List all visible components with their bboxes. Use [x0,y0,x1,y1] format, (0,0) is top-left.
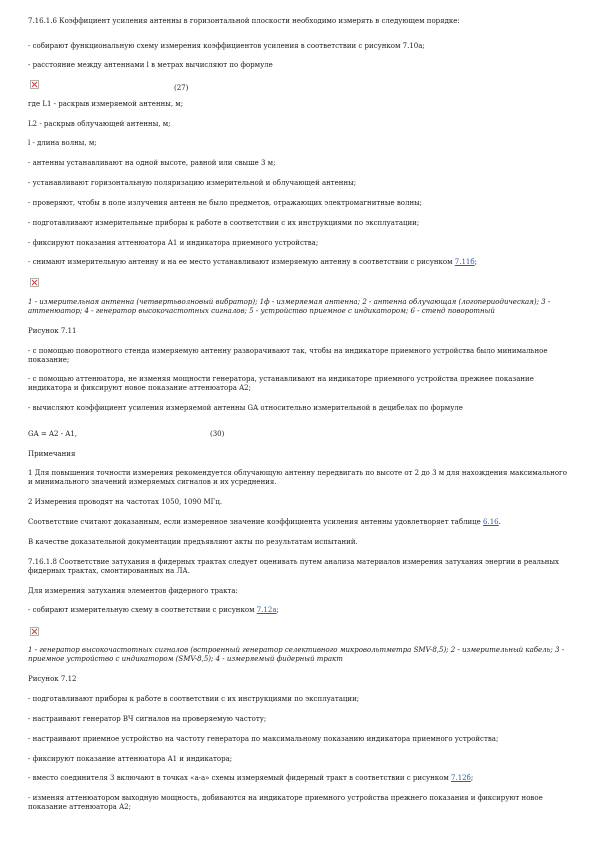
link-figure-7-11b[interactable]: 7.11б [454,258,475,266]
list-item-record-a1: - фиксируют показания аттенюатора A1 и индикатора приемного устройства; [28,239,319,247]
link-figure-7-12b[interactable]: 7.12б [451,774,471,782]
definition-l2: L2 - раскрыв облучающей антенны, м; [28,120,171,128]
figure-7-12-label: Рисунок 7.12 [28,675,77,683]
list-item-connect-feeder: - вместо соединителя 3 включают в точках «а-а» схемы измеряемый фидерный тракт в соответствии с рисунком 7.12б; [28,774,474,782]
equation-number-30: (30) [210,430,225,438]
list-item-tune-generator: - настраивают генератор ВЧ сигналов на проверяемую частоту; [28,715,267,723]
list-item-assemble-feeder-scheme: - собирают измерительную схему в соответствии с рисунком 7.12а; [28,606,279,614]
link-table-6-16[interactable]: 6.16 [483,518,499,526]
equation-30: GA = A2 - A1, [28,430,78,438]
definition-l1: где L1 - раскрыв измеряемой антенны, м; [28,100,184,108]
paragraph-feeder-measurement: Для измерения затухания элементов фидерного тракта: [28,587,238,595]
list-item-adjust-attenuator: - изменяя аттенюатором выходную мощность, добиваются на индикаторе приемного устройства прежнего показания и фиксируют новое показание аттенюатора A2; [28,794,543,811]
broken-image-icon [30,627,39,636]
broken-image-icon [30,278,39,287]
list-item-prepare-devices: - подготавливают приборы к работе в соответствии с их инструкциями по эксплуатации; [28,695,360,703]
list-item-replace-antenna: - снимают измерительную антенну и на ее место устанавливают измеряемую антенну в соответствии с рисунком 7.11б; [28,258,477,266]
list-item-compute-gain: - вычисляют коэффициент усиления измеряемой антенны GA относительно измерительной в децибелах по формуле [28,404,463,412]
list-item-antenna-height: - антенны устанавливают на одной высоте, равной или свыше 3 м; [28,159,276,167]
note-2: 2 Измерения проводят на частотах 1050, 1090 МГц. [28,498,223,506]
paragraph-7-16-1-8: 7.16.1.8 Соответствие затухания в фидерных трактах следует оценивать путем анализа материалов измерения затухания энергии в реальных фидерных трактах, смонтированных на ЛА. [28,558,559,575]
list-item-distance-formula: - расстояние между антеннами l в метрах вычисляют по формуле [28,61,273,69]
list-item-rotate-antenna: - с помощью поворотного стенда измеряемую антенну разворачивают так, чтобы на индикаторе приемного устройства было минимальное показание; [28,347,548,364]
figure-7-11-label: Рисунок 7.11 [28,327,77,335]
list-item-assemble-scheme: - собирают функциональную схему измерения коэффициентов усиления в соответствии с рисунком 7.10а; [28,42,425,50]
paragraph-evidence: В качестве доказательной документации предъявляют акты по результатам испытаний. [28,538,358,546]
figure-7-12-caption: 1 - генератор высокочастотных сигналов (встроенный генератор селективного микровольтметра SMV-8,5); 2 - измерительный кабель; 3 - приемное устройство с индикатором (SMV-8,5); 4 - измеряемый фидерный тракт [28,646,565,663]
list-item-prepare-instruments: - подготавливают измерительные приборы к работе в соответствии с их инструкциями по эксплуатации; [28,219,420,227]
list-item-record-a1-indicator: - фиксируют показание аттенюатора A1 и индикатора; [28,755,233,763]
note-1: 1 Для повышения точности измерения рекомендуется облучающую антенну передвигать по высоте от 2 до 3 м для нахождения максимального и минимального значений измеряемых сигналов и их усреднения. [28,469,567,486]
broken-image-icon [30,80,39,89]
definition-wavelength: l - длина волны, м; [28,139,97,147]
list-item-check-objects: - проверяют, чтобы в поле излучения антенн не было предметов, отражающих электромагнитные волны; [28,199,423,207]
list-item-tune-receiver: - настраивают приемное устройство на частоту генератора по максимальному показанию индикатора приемного устройства; [28,735,499,743]
notes-title: Примечания [28,450,76,458]
list-item-polarization: - устанавливают горизонтальную поляризацию измерительной и облучающей антенны; [28,179,357,187]
list-item-record-a2: - с помощью аттенюатора, не изменяя мощности генератора, устанавливают на индикаторе приемного устройства прежнее показание индикатора и фиксируют новое показание аттенюатора A2; [28,375,534,392]
link-figure-7-12a[interactable]: 7.12а [256,606,277,614]
paragraph-compliance: Соответствие считают доказанным, если измеренное значение коэффициента усиления антенны удовлетворяет таблице 6.16. [28,518,501,526]
figure-7-11-caption: 1 - измерительная антенна (четвертьволновый вибратор); 1ф - измеряемая антенна; 2 - антенна облучающая (логопериодическая); 3 - аттенюатор; 4 - генератор высокочастотных сигналов; 5 - устройство приемное с индикатором; 6 - стенд поворотный [28,298,551,315]
paragraph-7-16-1-6: 7.16.1.6 Коэффициент усиления антенны в горизонтальной плоскости необходимо измерять в следующем порядке: [28,17,460,25]
equation-number-27: (27) [174,84,189,92]
